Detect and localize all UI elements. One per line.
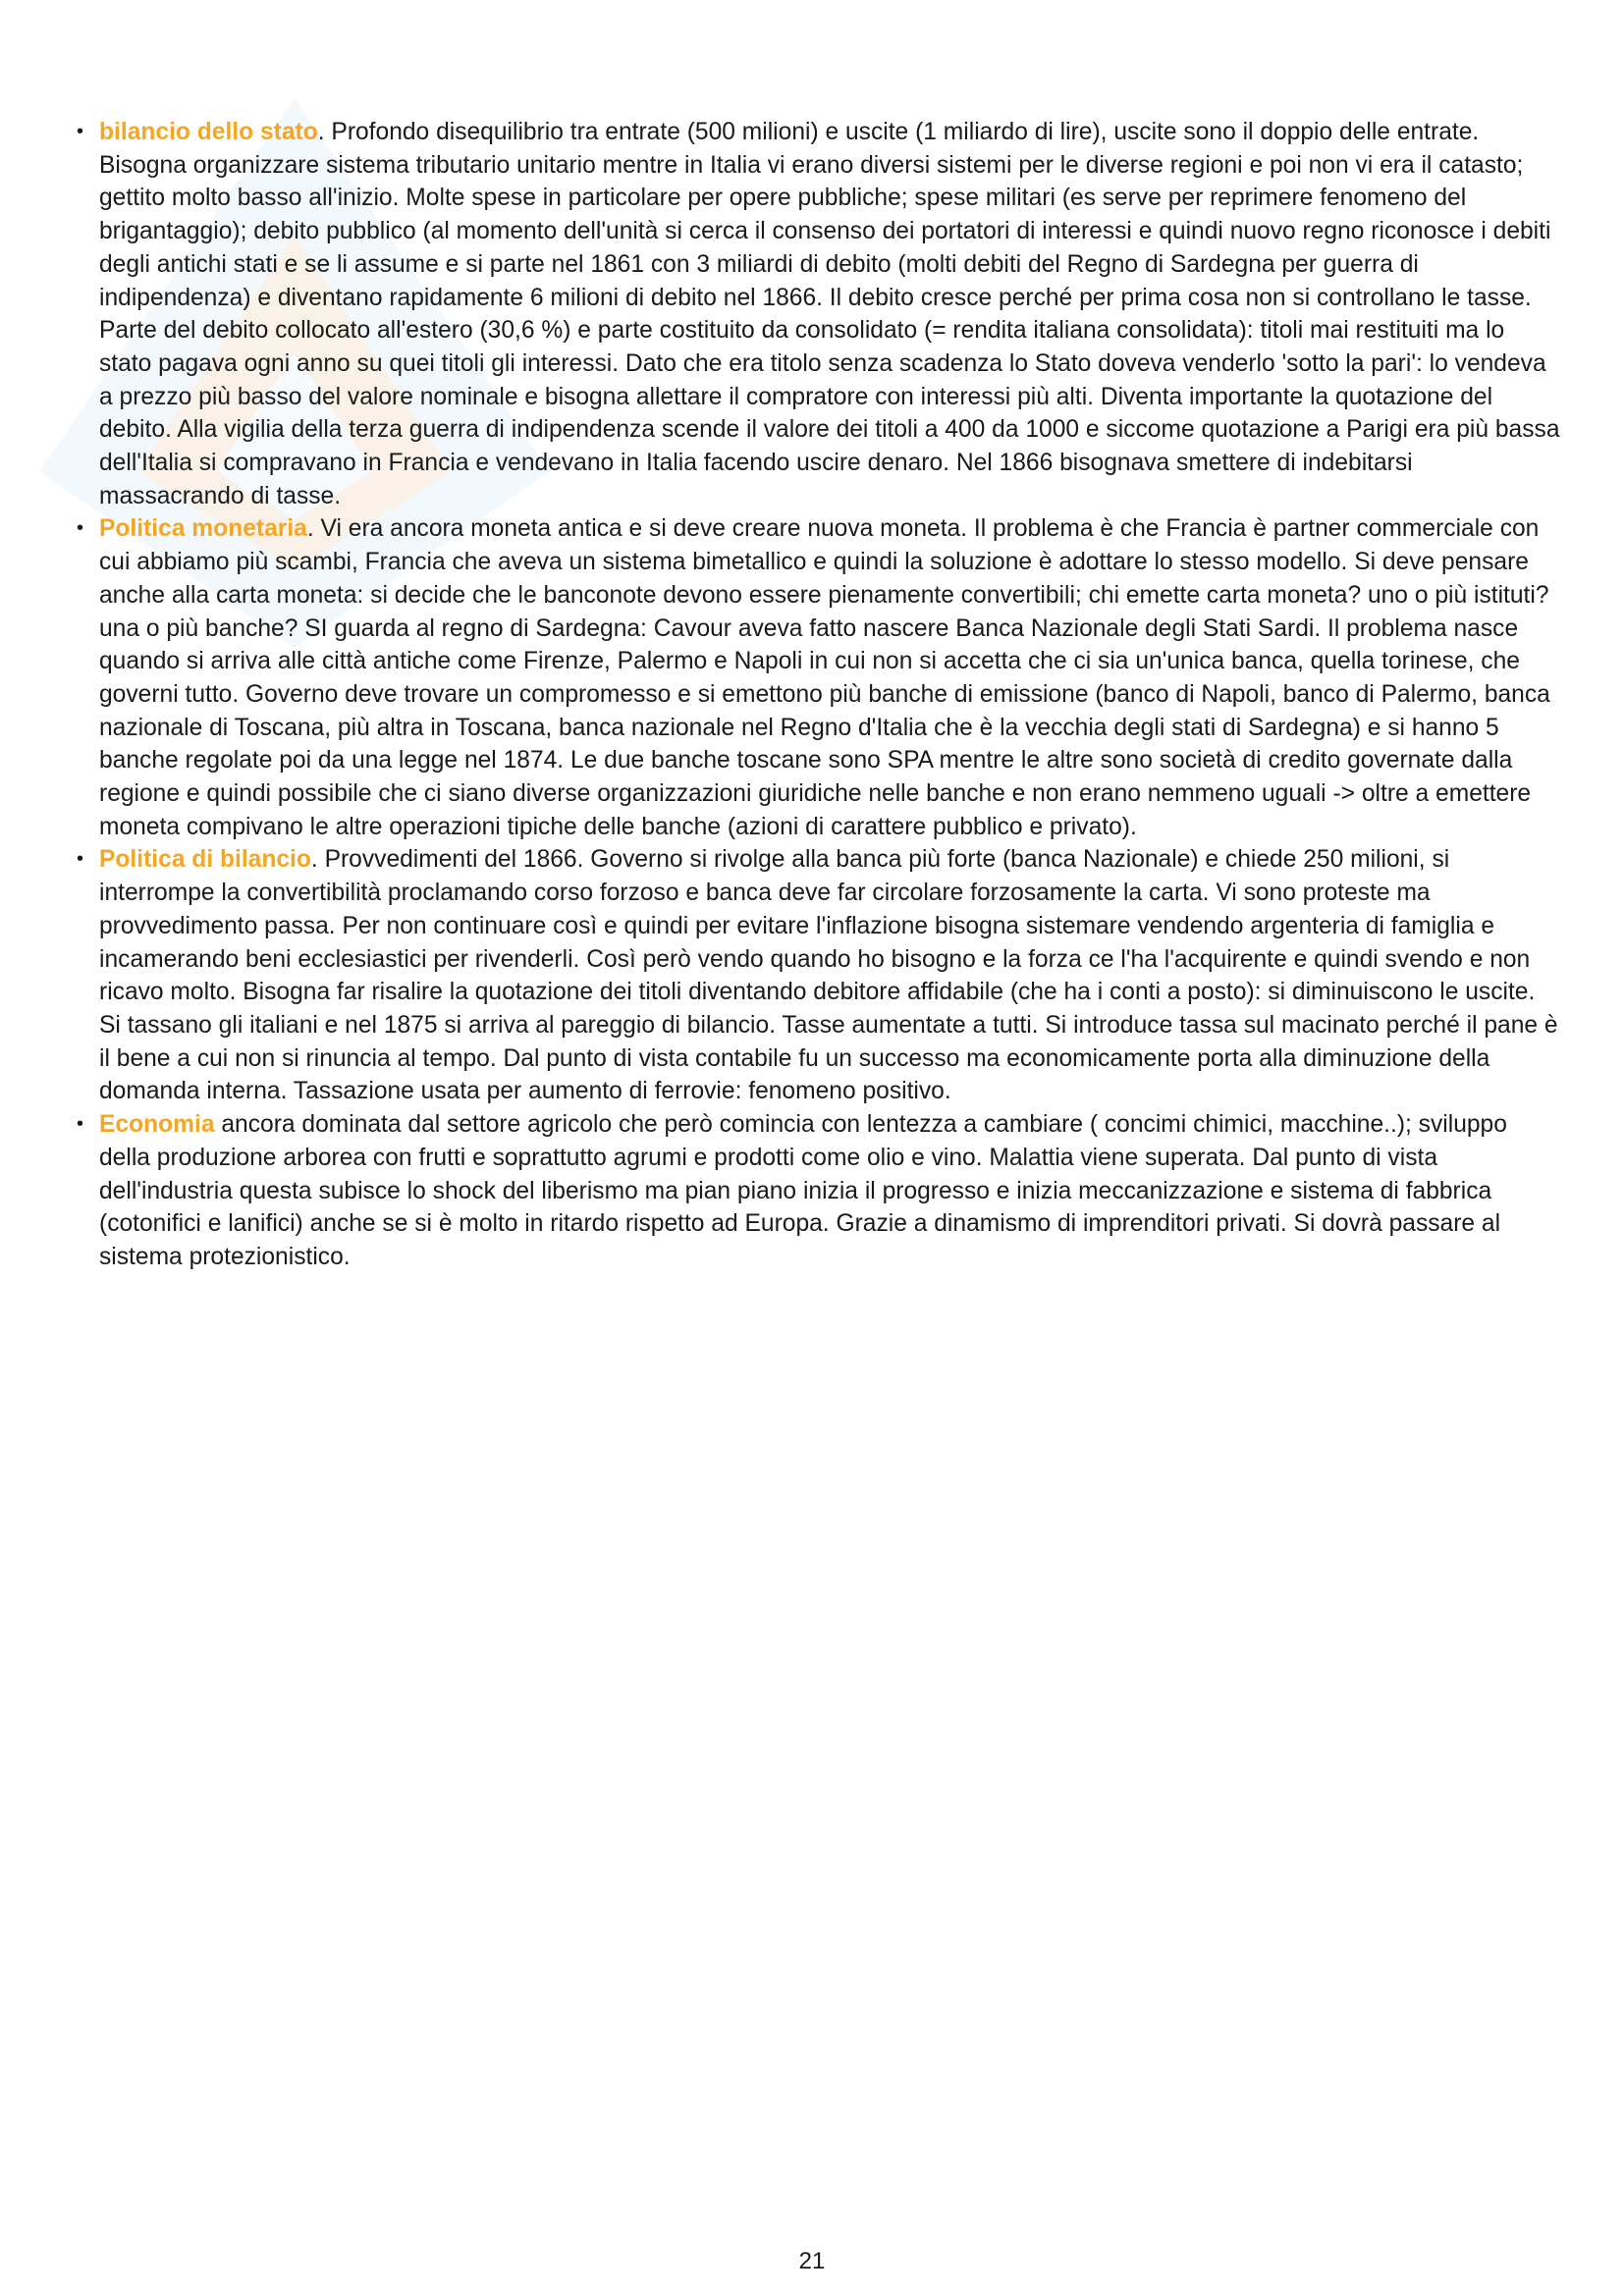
bullet-icon: • bbox=[77, 121, 84, 142]
bullet-icon: • bbox=[77, 1113, 84, 1136]
section-heading: Politica di bilancio bbox=[99, 846, 311, 874]
list-item bbox=[71, 1108, 1563, 1274]
section-text: . Provvedimenti del 1866. Governo si rivolge alla banca più forte (banca Nazionale) e chiede 250 milioni, si interrompe la convertibilità proclamando corso forzoso e banca deve far circolare forzosamente la carta. Vi sono proteste ma provvedimento passa. Per non continuare così e quindi per evitare l'inflazione bisogna sistemare vendendo argenteria di famiglia e incamerando beni ecclesiastici per rivenderli. Così però vendo quando ho bisogno e la forza ce l'ha l'acquirente e quindi svendo e non ricavo molto. Bisogna far risalire la quotazione dei titoli diventando debitore affidabile (che ha i conti a posto): si diminuiscono le uscite. Si tassano gli italiani e nel 1875 si arriva al pareggio di bilancio. Tasse aumentate a tutti. Si introduce tassa sul macinato perché il pane è il bene a cui non si rinuncia al tempo. Dal punto di vista contabile fu un successo ma economicamente porta alla diminuzione della domanda interna. Tassazione usata per aumento di ferrovie: fenomeno positivo. bbox=[99, 846, 1558, 1105]
section-heading: Politica monetaria bbox=[99, 515, 307, 543]
section-text: . Profondo disequilibrio tra entrate (500 milioni) e uscite (1 miliardo di lire), uscite sono il doppio delle entrate. Bisogna organizzare sistema tributario unitario mentre in Italia vi erano diversi sistemi per le diverse regioni e poi non vi era il catasto; gettito molto basso all'inizio. Molte spese in particolare per opere pubbliche; spese militari (es serve per reprimere fenomeno del brigantaggio); debito pubblico (al momento dell'unità si cerca il consenso dei portatori di interessi e quindi nuovo regno riconosce i debiti degli antichi stati e se li assume e si parte nel 1861 con 3 miliardi di debito (molti debiti del Regno di Sardegna per guerra di indipendenza) e diventano rapidamente 6 milioni di debito nel 1866. Il debito cresce perché per prima cosa non si controllano le tasse. Parte del debito collocato all'estero (30,6 %) e parte costituito da consolidato (= rendita italiana consolidata): titoli mai restituiti ma lo stato pagava ogni anno su quei titoli gli interessi. Dato che era titolo senza scadenza lo Stato doveva venderlo 'sotto la pari': lo vendeva a prezzo più basso del valore nominale e bisogna allettare il compratore con interessi più alti. Diventa importante la quotazione del debito. Alla vigilia della terza guerra di indipendenza scende il valore dei titoli a 400 da 1000 e siccome quotazione a Parigi era più bassa dell'Italia si compravano in Francia e vendevano in Italia facendo uscire denaro. Nel 1866 bisognava smettere di indebitarsi massacrando di tasse. bbox=[99, 119, 1560, 509]
notes-list bbox=[71, 116, 1563, 1274]
document-body bbox=[71, 116, 1563, 1274]
list-item bbox=[71, 512, 1563, 843]
section-heading: Economia bbox=[99, 1111, 215, 1139]
section-text: ancora dominata dal settore agricolo che però comincia con lentezza a cambiare ( concimi chimici, macchine..); sviluppo della produzione arborea con frutti e soprattutto agrumi e prodotti come olio e vino. Malattia viene superata. Dal punto di vista dell'industria questa subisce lo shock del liberismo ma pian piano inizia il progresso e inizia meccanizzazione e sistema di fabbrica (cotonifici e lanifici) anche se si è molto in ritardo rispetto ad Europa. Grazie a dinamismo di imprenditori privati. Si dovrà passare al sistema protezionistico. bbox=[99, 1111, 1507, 1270]
list-item bbox=[71, 116, 1563, 512]
bullet-icon: • bbox=[77, 517, 84, 540]
section-heading: bilancio dello stato bbox=[99, 119, 318, 145]
section-text: . Vi era ancora moneta antica e si deve creare nuova moneta. Il problema è che Francia è partner commerciale con cui abbiamo più scambi, Francia che aveva un sistema bimetallico e quindi la soluzione è adottare lo stesso modello. Si deve pensare anche alla carta moneta: si decide che le banconote devono essere pienamente convertibili; chi emette carta moneta? uno o più istituti? una o più banche? SI guarda al regno di Sardegna: Cavour aveva fatto nascere Banca Nazionale degli Stati Sardi. Il problema nasce quando si arriva alle città antiche come Firenze, Palermo e Napoli in cui non si accetta che ci sia un'unica banca, quella torinese, che governi tutto. Governo deve trovare un compromesso e si emettono più banche di emissione (banco di Napoli, banco di Palermo, banca nazionale di Toscana, più altra in Toscana, banca nazionale nel Regno d'Italia che è la vecchia degli stati di Sardegna) e si hanno 5 banche regolate poi da una legge nel 1874. Le due banche toscane sono SPA mentre le altre sono società di credito governate dalla regione e quindi possibile che ci siano diverse organizzazioni giuridiche nelle banche e non erano nemmeno uguali -> oltre a emettere moneta compivano le altre operazioni tipiche delle banche (azioni di carattere pubblico e privato). bbox=[99, 515, 1550, 840]
list-item bbox=[71, 843, 1563, 1108]
bullet-icon: • bbox=[77, 848, 84, 871]
page-number: 21 bbox=[798, 2248, 826, 2274]
